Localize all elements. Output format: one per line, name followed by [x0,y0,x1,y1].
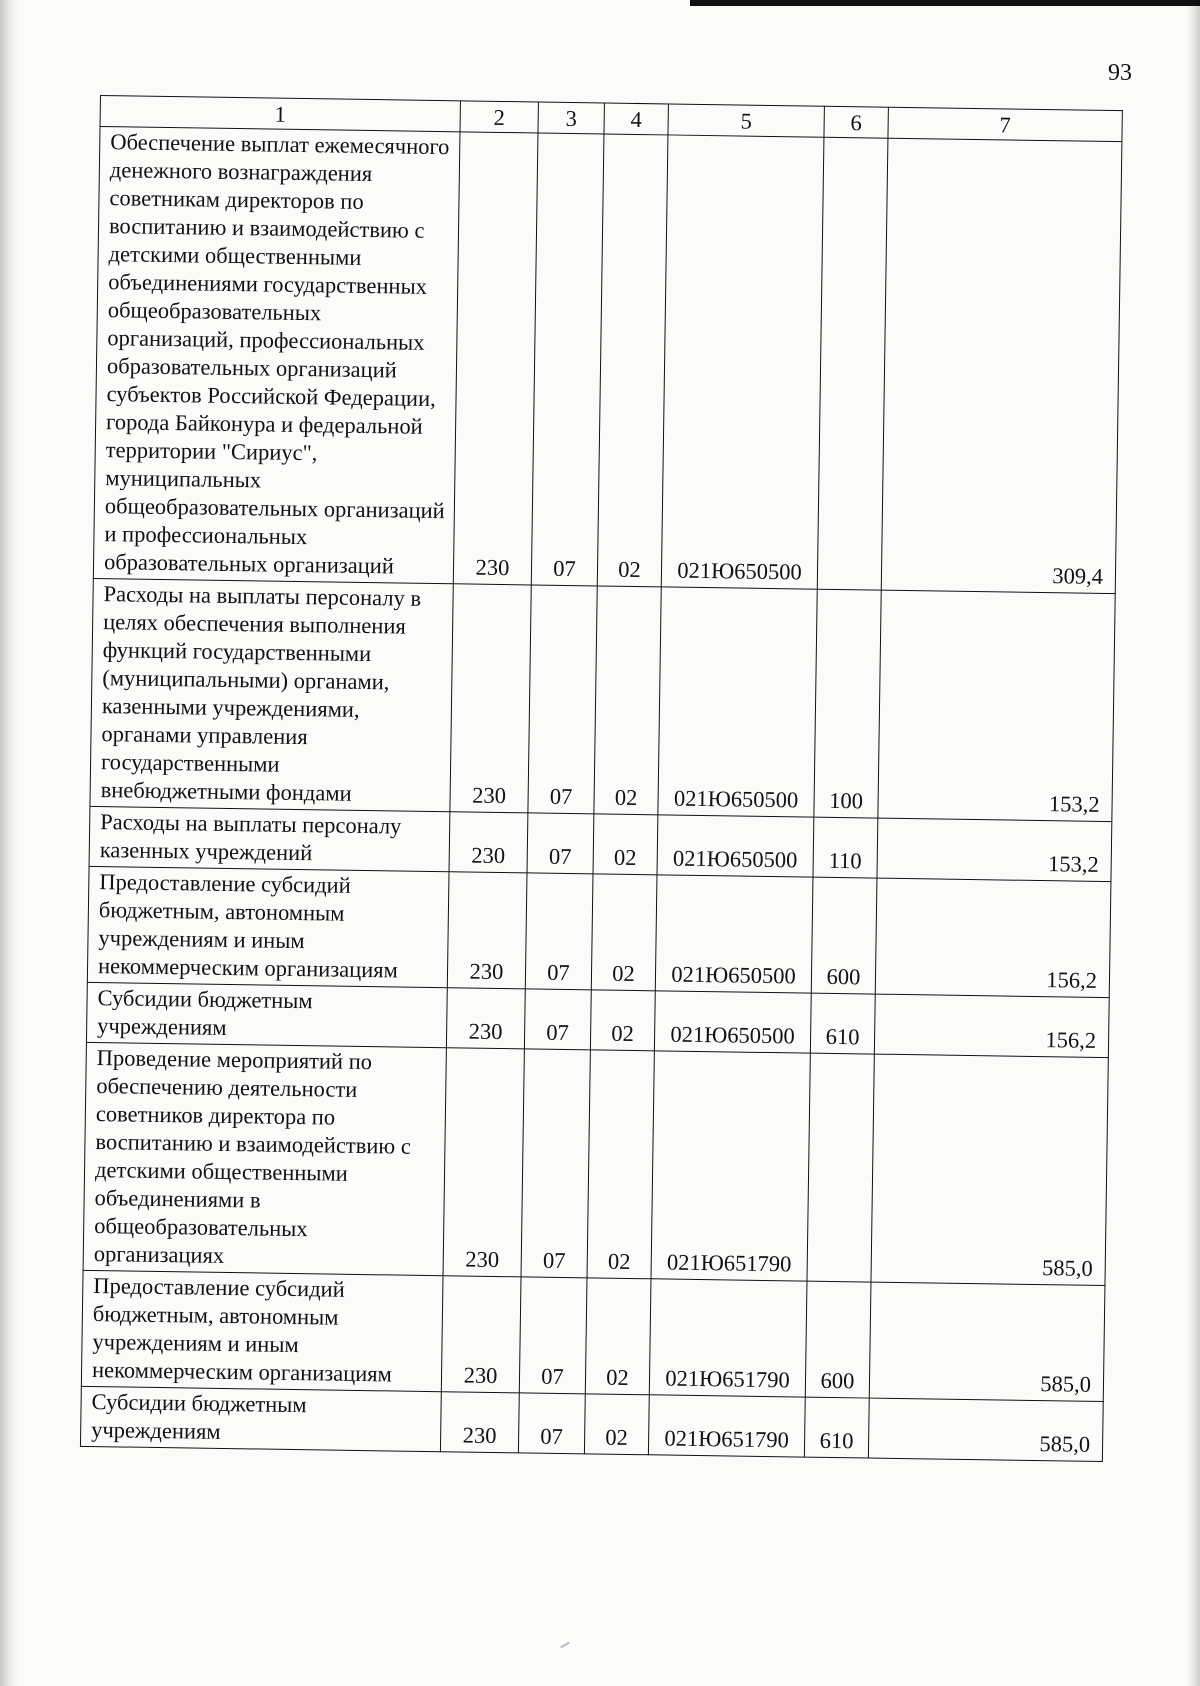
row-code-6: 110 [813,817,878,878]
row-code-4: 02 [593,814,658,875]
header-cell-1: 1 [100,96,460,132]
table-row [83,1042,1108,1285]
row-code-5: 021Ю651790 [648,1395,805,1457]
table-row [90,578,1115,821]
row-code-4: 02 [585,1278,651,1395]
header-cell-3: 3 [538,102,604,134]
row-code-6 [817,137,888,590]
row-code-2: 230 [453,132,538,585]
header-cell-6: 6 [824,106,888,138]
scan-left-edge [0,0,18,1686]
row-code-3: 07 [519,1277,587,1394]
row-code-5: 021Ю650500 [655,875,813,993]
scan-right-edge [1186,0,1200,1686]
row-code-3: 07 [527,813,594,874]
row-name: Обеспечение выплат ежемесячного денежного вознаграждения советникам директоров по воспитанию и взаимодействию с детскими общественными объединениями государственных общеобразовательных организаций, профессиональных образовательных организаций субъектов Российской Федерации, города Байконура и федеральной территории "Сириус", муниципальных общеобразовательных организаций и профессиональных образовательных организаций [93,127,460,584]
row-code-6: 610 [804,1397,869,1458]
table-row [81,1270,1105,1401]
table-row [93,127,1122,594]
budget-table [80,95,1123,1462]
row-code-6: 600 [805,1281,871,1398]
row-amount: 585,0 [869,1282,1105,1401]
row-code-4: 02 [587,1050,654,1279]
row-code-4: 02 [597,134,668,587]
header-cell-5: 5 [668,104,824,137]
row-name: Субсидии бюджетным учреждениям [86,982,447,1047]
row-code-4: 02 [584,1394,649,1455]
header-cell-4: 4 [604,103,668,135]
header-cell-2: 2 [460,101,538,133]
table-row [87,866,1111,997]
row-code-2: 230 [447,872,527,989]
row-code-3: 07 [524,989,591,1050]
row-code-2: 230 [440,1392,519,1453]
row-amount: 585,0 [871,1054,1108,1285]
row-code-6: 600 [811,877,877,994]
header-cell-7: 7 [888,107,1122,141]
row-code-5: 021Ю650500 [661,135,824,589]
row-name: Предоставление субсидий бюджетным, автономным учреждениям и иным некоммерческим организациям [81,1270,443,1391]
row-name: Предоставление субсидий бюджетным, автономным учреждениям и иным некоммерческим организациям [87,866,449,987]
row-code-3: 07 [531,133,604,586]
row-name: Проведение мероприятий по обеспечению деятельности советников директора по воспитанию и взаимодействию с детскими общественными объединениями в общеобразовательных организациях [83,1042,446,1275]
row-code-5: 021Ю651790 [651,1051,810,1281]
row-amount: 156,2 [874,994,1109,1057]
row-code-4: 02 [591,874,657,991]
row-name: Субсидии бюджетным учреждениям [80,1386,441,1451]
row-code-4: 02 [594,586,661,815]
row-code-3: 07 [521,1049,590,1278]
scan-top-edge [690,0,1200,6]
row-name: Расходы на выплаты персоналу в целях обеспечения выполнения функций государственными (муниципальными) органами, казенными учреждениями, органами управления государственными внебюджетными фондами [90,578,453,811]
row-name: Расходы на выплаты персоналу казенных учреждений [89,806,450,871]
row-code-3: 07 [518,1393,585,1454]
row-amount: 156,2 [875,878,1111,997]
row-code-3: 07 [528,585,597,814]
row-code-6: 610 [810,993,875,1054]
row-code-6: 100 [814,589,881,818]
row-code-5: 021Ю650500 [658,587,817,817]
row-code-6 [807,1053,874,1282]
row-amount: 585,0 [868,1398,1103,1461]
row-code-3: 07 [525,873,593,990]
row-code-2: 230 [450,584,531,813]
row-amount: 153,2 [878,590,1115,821]
row-code-5: 021Ю651790 [649,1279,807,1397]
row-code-2: 230 [446,988,525,1049]
scan-speck [560,1642,570,1649]
row-code-4: 02 [590,990,655,1051]
row-amount: 153,2 [877,818,1112,881]
row-code-2: 230 [449,812,528,873]
budget-table-container [80,95,1122,1462]
row-code-2: 230 [443,1048,524,1277]
row-code-5: 021Ю650500 [654,991,811,1053]
row-code-2: 230 [441,1276,521,1393]
page-number: 93 [1108,60,1132,86]
row-code-5: 021Ю650500 [657,815,814,877]
row-amount: 309,4 [881,138,1122,593]
